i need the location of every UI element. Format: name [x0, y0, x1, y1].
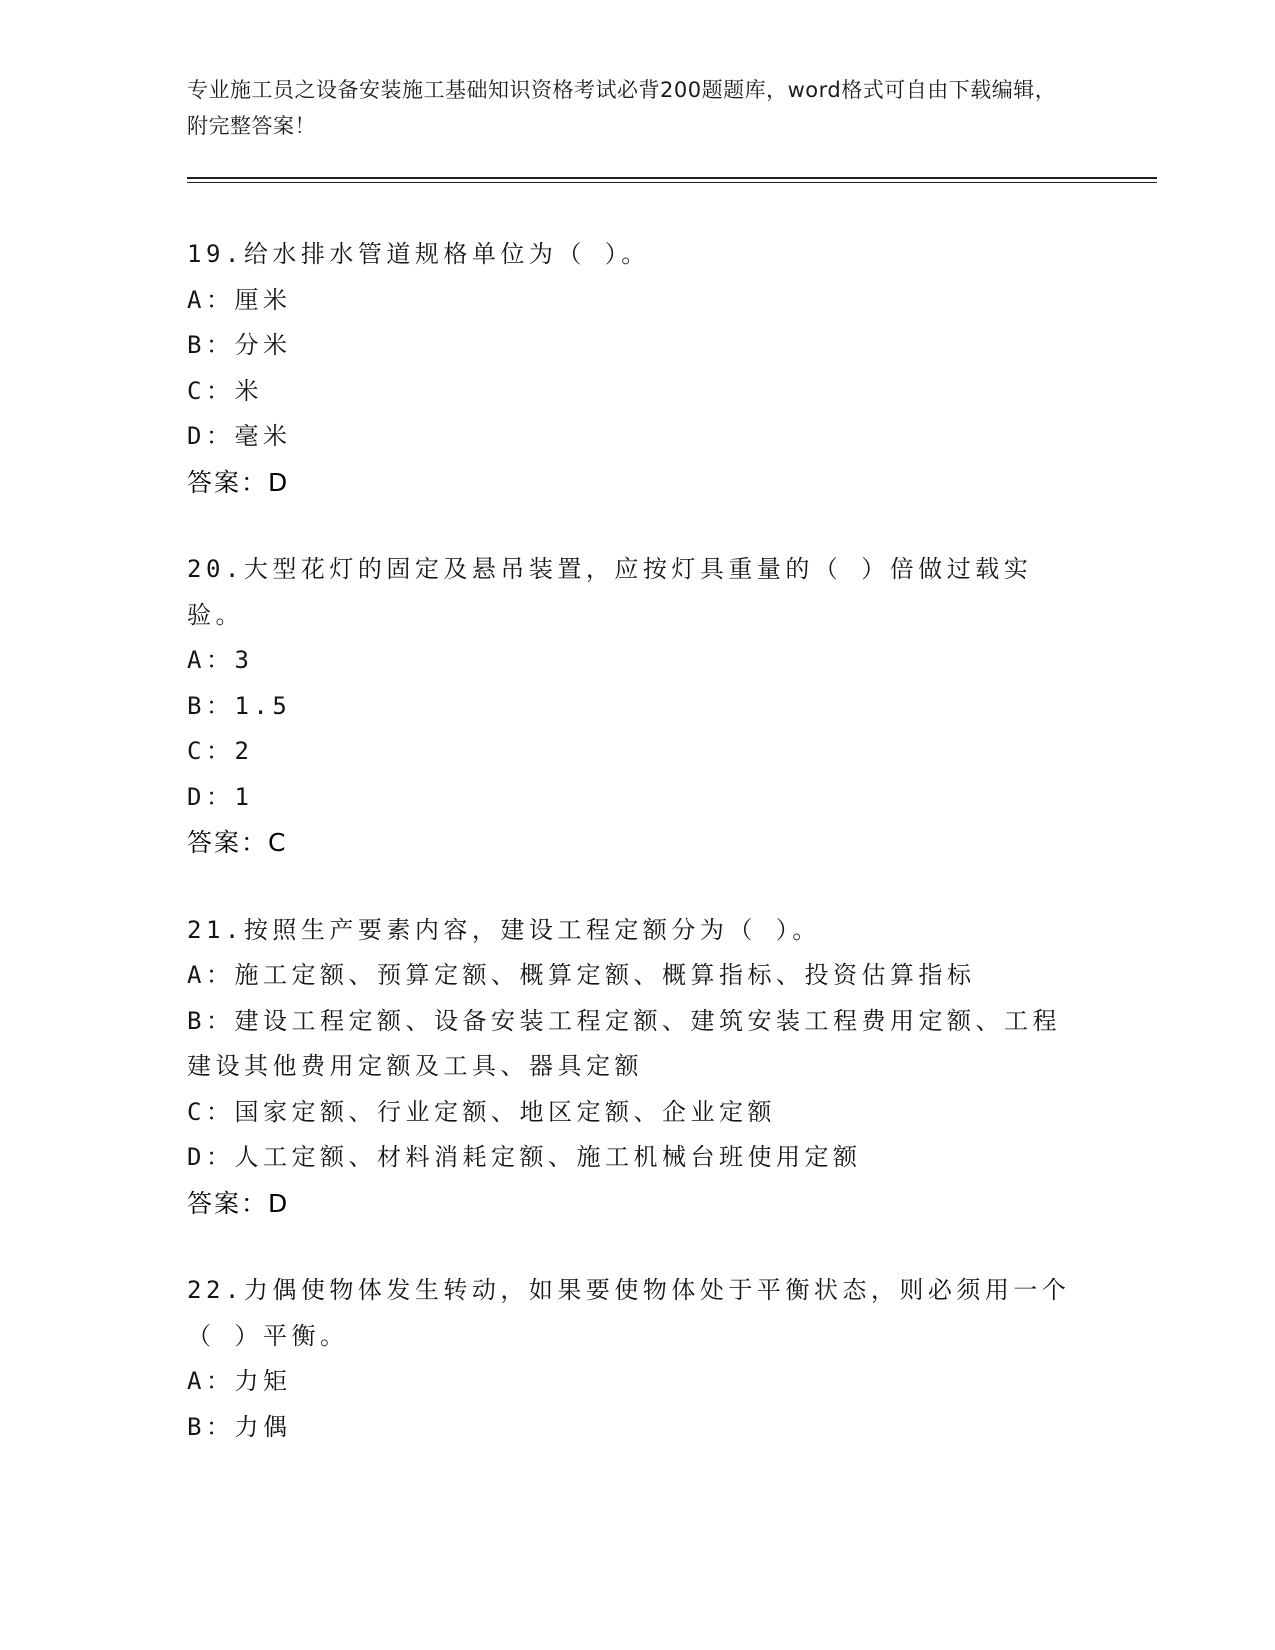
- question-22: [187, 1268, 1087, 1450]
- option-b: B：力偶: [187, 1412, 292, 1441]
- option-a: A：施工定额、预算定额、概算定额、概算指标、投资估算指标: [187, 961, 976, 989]
- question-answer: 答案：D: [187, 1188, 290, 1218]
- question-stem: 20.大型花灯的固定及悬吊装置，应按灯具重量的（ ）倍做过载实验。: [187, 555, 1033, 629]
- option-c: C：米: [187, 376, 263, 405]
- option-a: A：3: [187, 646, 254, 674]
- question-stem: 19.给水排水管道规格单位为（ ）。: [187, 240, 650, 268]
- option-c: C：2: [187, 737, 254, 765]
- document-header: 专业施工员之设备安装施工基础知识资格考试必背200题题库，word格式可自由下载编辑，附完整答案！: [187, 78, 1057, 138]
- option-b: B：分米: [187, 331, 292, 359]
- question-answer: 答案：C: [187, 828, 288, 857]
- question-19: [187, 232, 1087, 505]
- option-b: B：建设工程定额、设备安装工程定额、建筑安装工程费用定额、工程建设其他费用定额及工具、器具定额: [187, 1006, 1061, 1080]
- question-stem: 21.按照生产要素内容，建设工程定额分为（ ）。: [187, 915, 821, 944]
- question-answer: 答案：D: [187, 467, 290, 497]
- option-d: D：1: [187, 782, 254, 811]
- question-20: [187, 547, 1087, 866]
- option-c: C：国家定额、行业定额、地区定额、企业定额: [187, 1097, 776, 1126]
- header-divider-thin: [187, 182, 1157, 183]
- question-stem: 22.力偶使物体发生转动，如果要使物体处于平衡状态，则必须用一个（ ）平衡。: [187, 1276, 1071, 1350]
- question-list: [187, 232, 1087, 1492]
- option-d: D：人工定额、材料消耗定额、施工机械台班使用定额: [187, 1143, 862, 1171]
- option-a: A：力矩: [187, 1367, 292, 1395]
- header-divider: [187, 177, 1157, 179]
- question-21: [187, 908, 1087, 1227]
- option-d: D：毫米: [187, 422, 292, 450]
- option-b: B：1.5: [187, 691, 292, 720]
- option-a: A：厘米: [187, 285, 292, 314]
